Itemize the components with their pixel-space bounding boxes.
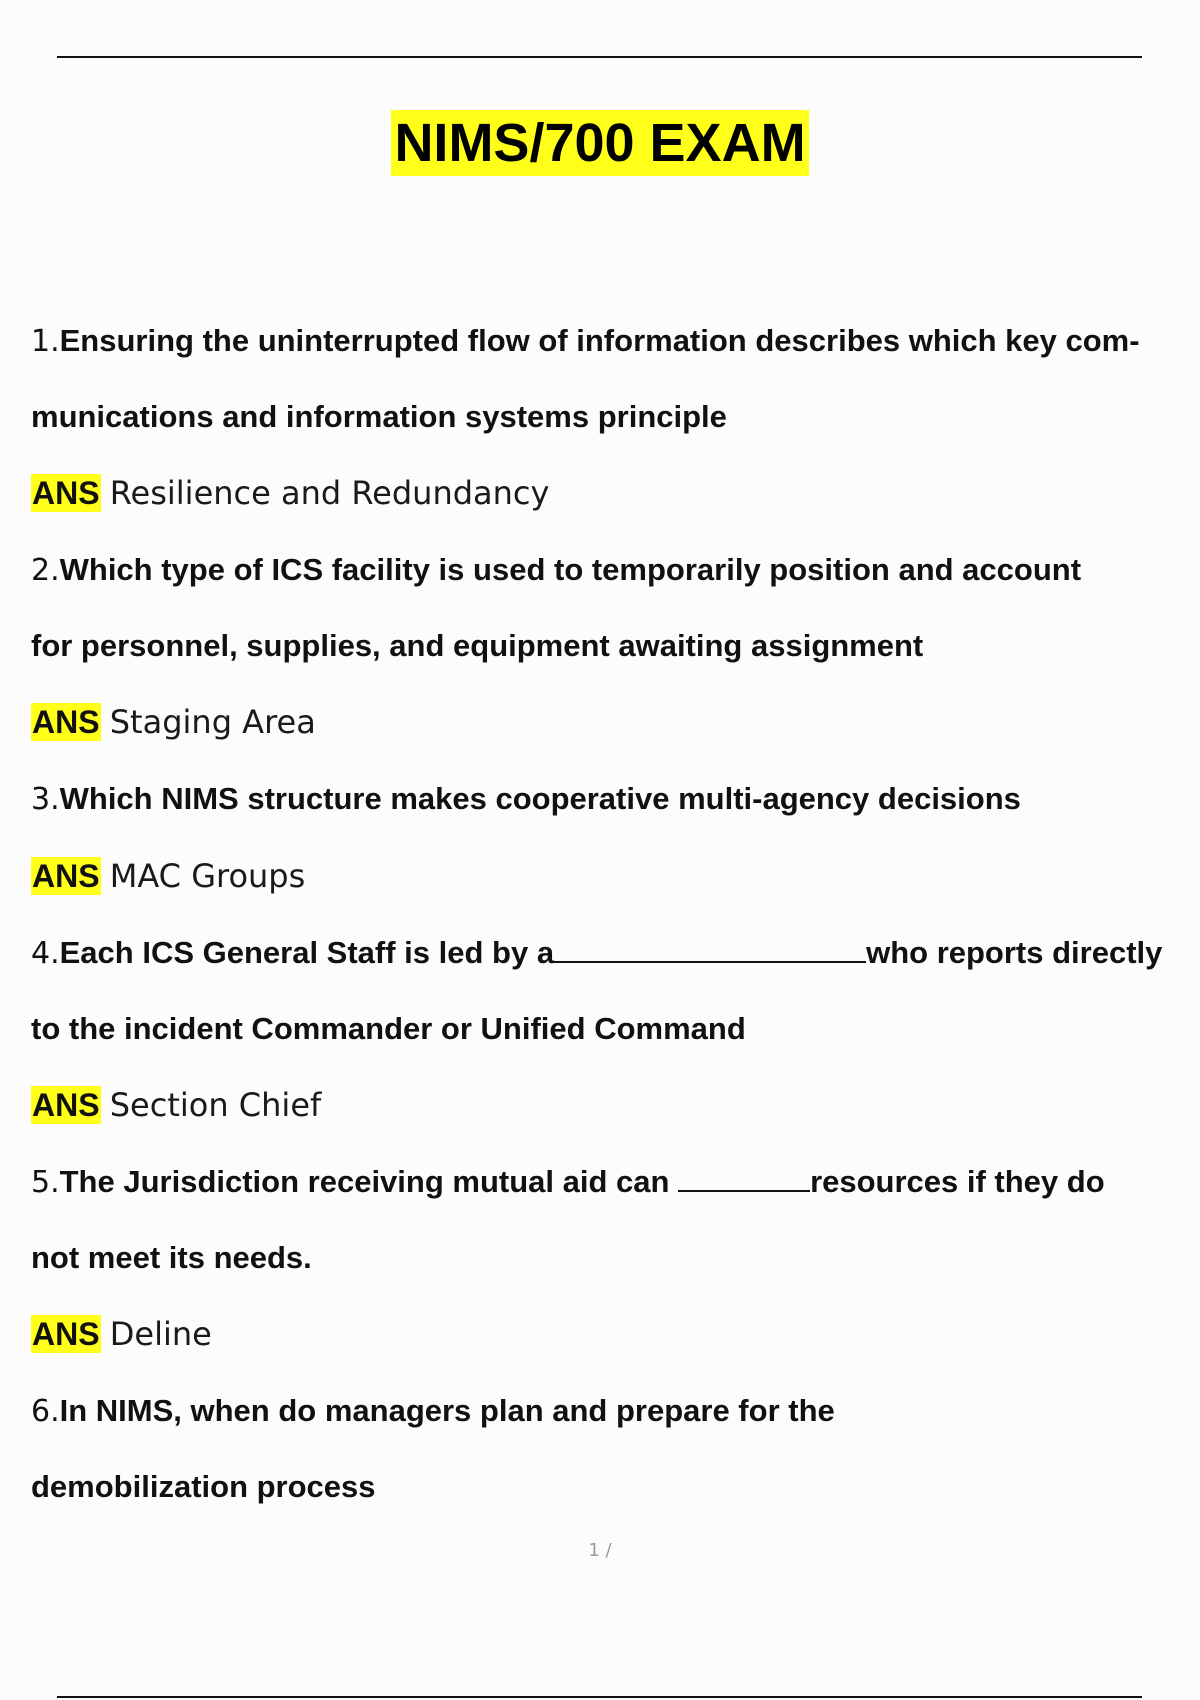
ans-highlight: ANS — [32, 704, 100, 740]
answer-text: MAC Groups — [109, 857, 306, 895]
ans-highlight: ANS — [32, 858, 100, 894]
question-number: 5. — [31, 1165, 60, 1200]
answer-text: Resilience and Redundancy — [109, 474, 550, 512]
ans-highlight: ANS — [32, 1087, 100, 1123]
question-4-line-1 — [31, 915, 1196, 991]
question-5-line-2: not meet its needs. — [31, 1240, 312, 1275]
answer-text: Staging Area — [109, 703, 316, 741]
question-number: 4. — [31, 936, 60, 971]
question-2-line-2: for personnel, supplies, and equipment awaiting assignment — [31, 628, 924, 663]
question-text-before-blank: The Jurisdiction receiving mutual aid can — [59, 1164, 679, 1199]
question-text: In NIMS, when do managers plan and prepare for the — [59, 1393, 835, 1428]
answer-text: Section Chief — [109, 1086, 322, 1124]
question-text: Ensuring the uninterrupted flow of information describes which key com- — [59, 323, 1140, 358]
fill-in-blank — [678, 1164, 810, 1192]
fill-in-blank — [554, 935, 866, 963]
question-number: 6. — [31, 1394, 60, 1429]
page-number: 1 / — [588, 1540, 612, 1561]
answer-text: Deline — [109, 1315, 212, 1353]
question-6-line-1 — [31, 1373, 1196, 1449]
question-1-line-2: munications and information systems principle — [31, 399, 727, 434]
question-number: 1. — [31, 324, 60, 359]
ans-highlight: ANS — [32, 1316, 100, 1352]
question-number: 3. — [31, 782, 60, 817]
document-title: NIMS/700 EXAM — [391, 110, 808, 176]
question-text-after-blank: who reports directly — [866, 935, 1163, 970]
question-text-before-blank: Each ICS General Staff is led by a — [59, 935, 555, 970]
question-number: 2. — [31, 553, 60, 588]
question-4-line-2: to the incident Commander or Unified Command — [31, 1011, 746, 1046]
question-6-line-2: demobilization process — [31, 1469, 376, 1504]
answer-4 — [31, 1066, 1196, 1144]
answer-1 — [31, 454, 1196, 532]
question-5-line-1 — [31, 1144, 1196, 1220]
answer-5 — [31, 1295, 1196, 1373]
question-3-line-1 — [31, 761, 1196, 837]
question-list — [31, 303, 1196, 1524]
answer-3 — [31, 837, 1196, 915]
question-text: Which NIMS structure makes cooperative multi-agency decisions — [59, 781, 1021, 816]
top-rule — [57, 56, 1142, 58]
question-1-line-1 — [31, 303, 1196, 379]
bottom-rule — [57, 1696, 1142, 1698]
question-text: Which type of ICS facility is used to temporarily position and account — [59, 552, 1082, 587]
title-container — [0, 110, 1200, 176]
ans-highlight: ANS — [32, 475, 100, 511]
question-2-line-1 — [31, 532, 1196, 608]
question-text-after-blank: resources if they do — [810, 1164, 1105, 1199]
answer-2 — [31, 683, 1196, 761]
